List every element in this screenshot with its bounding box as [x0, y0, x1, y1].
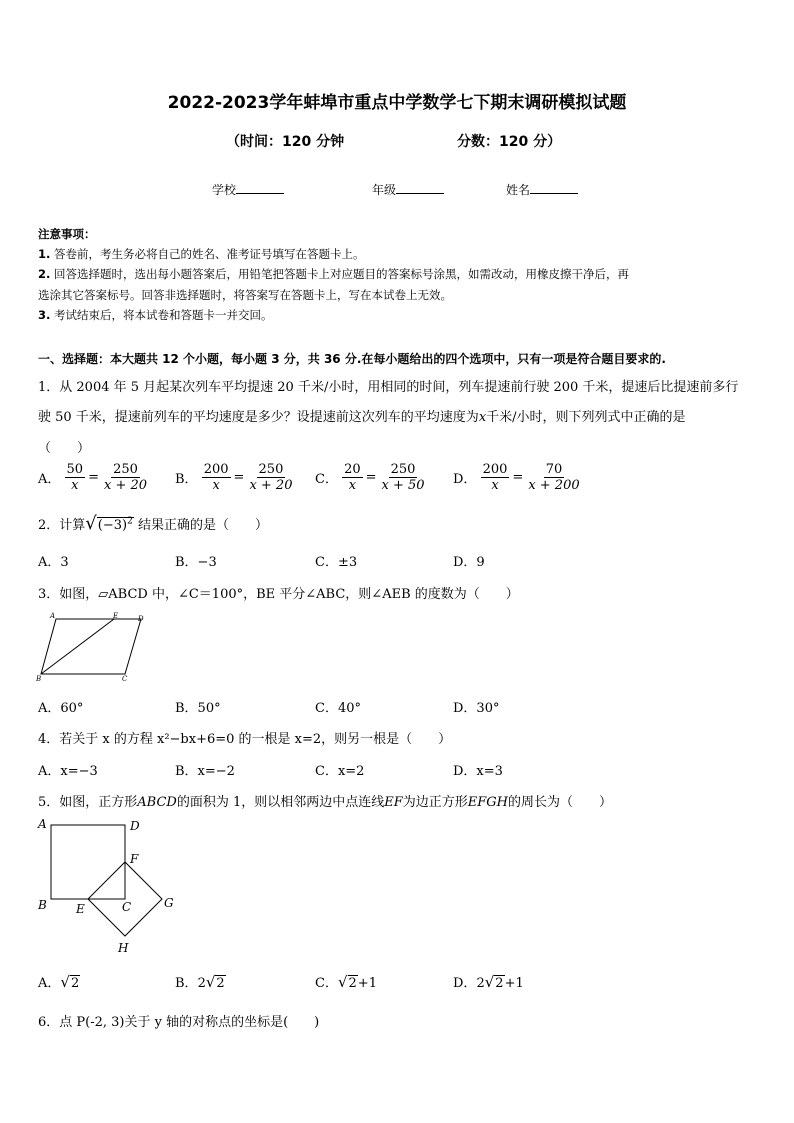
- q2-option-d[interactable]: D．9: [453, 555, 485, 570]
- school-blank[interactable]: [236, 181, 284, 194]
- q1-line2: [38, 406, 686, 425]
- q5-ef: EF: [384, 795, 403, 810]
- exam-time: （时间：120 分钟: [226, 134, 345, 150]
- q1-c-left: [342, 462, 363, 493]
- q1-c-left-den: x: [348, 478, 357, 493]
- q1-a-left: [65, 462, 86, 493]
- q1-option-d[interactable]: [453, 462, 582, 493]
- note-3-text: 考试结束后，将本试卷和答题卡一并交回。: [54, 308, 273, 322]
- name-label: 姓名: [506, 183, 531, 197]
- q5-label-g: G: [164, 896, 174, 910]
- page-title: 2022-2023学年蚌埠市重点中学数学七下期末调研模拟试题: [167, 93, 627, 113]
- q5-a-radical-sign: √: [60, 973, 70, 991]
- q5-stem-d: 的周长为（ ）: [508, 795, 613, 810]
- q5-square-abcd: [51, 825, 125, 899]
- q1-c-right-den: x + 50: [381, 478, 425, 493]
- q1-d-eq: =: [512, 470, 524, 485]
- q5-label-a: A: [38, 817, 47, 831]
- q1-line2a: 驶 50 千米，提速前列车的平均速度是多少？设提速前这次列车的平均速度为: [38, 410, 479, 425]
- q2-stem-a: 2．计算: [38, 518, 86, 533]
- q1-d-left-den: x: [491, 478, 499, 493]
- q5-d-radical-sign: √: [484, 973, 495, 991]
- grade-label: 年级: [372, 183, 397, 197]
- q5-d-radicand: 2: [495, 976, 504, 991]
- q3-option-c[interactable]: C．40°: [315, 701, 361, 716]
- q1-option-b[interactable]: [175, 462, 294, 493]
- note-2: [38, 266, 629, 282]
- q5-c-tail: +1: [357, 976, 377, 991]
- q5-stem-b: 的面积为 1，则以相邻两边中点连线: [176, 795, 385, 810]
- q1-a-right: [102, 462, 149, 493]
- q5-a-radicand: 2: [70, 976, 80, 991]
- q2-exponent: 2: [127, 516, 133, 527]
- q5-stem-c: 为边正方形: [402, 795, 468, 810]
- q1-option-d-label: D．: [453, 472, 477, 487]
- q3-parallelogram: [41, 619, 141, 674]
- q1-d-left: [481, 462, 510, 493]
- q3-segment-be: [41, 619, 114, 674]
- q5-b-radicand: 2: [216, 976, 225, 991]
- q1-var: x: [478, 410, 487, 425]
- note-3-num: 3.: [38, 308, 51, 322]
- q6-stem: 6．点 P(-2, 3)关于 y 轴的对称点的坐标是( ): [38, 1015, 320, 1030]
- q2-stem: [38, 513, 268, 534]
- section-heading: 一、选择题：本大题共 12 个小题，每小题 3 分，共 36 分.在每小题给出的四个选项中，只有一项是符合题目要求的.: [38, 352, 666, 366]
- q5-b-radical-sign: √: [205, 973, 216, 991]
- q3-option-b[interactable]: B．50°: [175, 701, 221, 716]
- q5-option-d[interactable]: [453, 972, 524, 991]
- exam-score: 分数：120 分）: [457, 134, 562, 150]
- note-1-num: 1.: [38, 247, 51, 261]
- name-field[interactable]: [506, 181, 578, 198]
- q2-radicand: [97, 517, 134, 533]
- school-field[interactable]: [212, 181, 284, 198]
- note-1-text: 答卷前，考生务必将自己的姓名、准考证号填写在答题卡上。: [54, 247, 365, 261]
- q1-c-eq: =: [365, 470, 377, 485]
- note-2-num: 2.: [38, 267, 51, 281]
- q1-option-a[interactable]: [38, 462, 149, 493]
- q4-option-b[interactable]: B．x=−2: [175, 764, 235, 779]
- q1-option-c-label: C．: [315, 472, 338, 487]
- q2-radical-sign: √: [85, 513, 97, 534]
- notes-heading: 注意事项：: [38, 227, 96, 241]
- q1-line3: （ ）: [38, 441, 91, 456]
- q5-d-tail: +1: [504, 976, 524, 991]
- q3-label-c: C: [122, 675, 128, 682]
- q1-a-left-den: x: [71, 478, 79, 493]
- q5-option-c[interactable]: [315, 972, 377, 991]
- q3-option-d[interactable]: D．30°: [453, 701, 500, 716]
- q1-b-left-den: x: [212, 478, 220, 493]
- q3-option-a[interactable]: A．60°: [38, 701, 84, 716]
- q3-label-e: E: [113, 612, 119, 620]
- note-2-cont: 选涂其它答案标号。回答非选择题时，将答案写在答题卡上，写在本试卷上无效。: [38, 288, 452, 302]
- q3-label-a: A: [50, 612, 56, 620]
- grade-field[interactable]: [372, 181, 444, 198]
- q1-c-right: [380, 462, 427, 493]
- grade-blank[interactable]: [396, 181, 444, 194]
- q3-label-b: B: [36, 675, 42, 682]
- q3-parallelogram-figure: [36, 610, 156, 682]
- q2-option-a[interactable]: A．3: [38, 555, 69, 570]
- q4-option-a[interactable]: A．x=−3: [38, 764, 98, 779]
- q1-option-b-label: B．: [175, 472, 198, 487]
- q5-label-d: D: [130, 819, 140, 833]
- q5-label-b: B: [38, 898, 47, 912]
- q1-b-right-num: 250: [258, 462, 284, 477]
- q1-a-eq: =: [88, 470, 99, 485]
- q5-efgh: EFGH: [467, 795, 509, 810]
- q1-option-a-label: A．: [38, 472, 61, 487]
- q5-squares-figure: [34, 815, 184, 960]
- q5-b-coef: 2: [197, 976, 206, 991]
- q5-d-coef: 2: [476, 976, 485, 991]
- q4-option-c[interactable]: C．x=2: [315, 764, 365, 779]
- q1-b-left-num: 200: [203, 462, 229, 477]
- q2-option-b[interactable]: B．−3: [175, 555, 217, 570]
- q5-c-radicand: 2: [348, 976, 357, 991]
- q5-option-a[interactable]: [38, 972, 80, 991]
- q1-d-right-num: 70: [545, 462, 563, 477]
- q4-option-d[interactable]: D．x=3: [453, 764, 503, 779]
- q5-option-a-label: A．: [38, 976, 61, 991]
- q1-c-right-num: 250: [390, 462, 416, 477]
- q1-line1: 1．从 2004 年 5 月起某次列车平均提速 20 千米/小时，用相同的时间，列车提速前行驶 200 千米，提速后比提速前多行: [38, 380, 739, 395]
- q5-label-e: E: [76, 902, 85, 916]
- note-1: [38, 246, 365, 262]
- q1-b-left: [202, 462, 231, 493]
- q5-option-c-label: C．: [315, 976, 338, 991]
- q1-a-left-num: 50: [66, 462, 84, 477]
- q1-b-right: [247, 462, 294, 493]
- q1-line2b: 千米/小时，则下列列式中正确的是: [486, 410, 686, 425]
- q1-option-c[interactable]: [315, 462, 427, 493]
- q1-c-left-num: 20: [344, 462, 361, 477]
- q5-label-f: F: [130, 852, 139, 866]
- q1-d-left-num: 200: [482, 462, 508, 477]
- q5-stem: [38, 791, 612, 810]
- q1-b-eq: =: [233, 470, 245, 485]
- q4-stem: 4．若关于 x 的方程 x²−bx+6=0 的一根是 x=2，则另一根是（ ）: [38, 732, 452, 747]
- q3-label-d: D: [138, 615, 144, 623]
- q1-d-right: [526, 462, 581, 493]
- q1-d-right-den: x + 200: [528, 478, 580, 493]
- q5-option-b-label: B．: [175, 976, 198, 991]
- q5-option-d-label: D．: [453, 976, 477, 991]
- q2-radicand-text: (−3): [97, 518, 128, 533]
- q1-a-right-num: 250: [113, 462, 138, 477]
- q1-b-right-den: x + 20: [249, 478, 293, 493]
- name-blank[interactable]: [530, 181, 578, 194]
- school-label: 学校: [212, 183, 237, 197]
- q2-stem-b: 结果正确的是（ ）: [137, 518, 268, 533]
- q5-option-b[interactable]: [175, 972, 226, 991]
- q1-a-right-den: x + 20: [103, 478, 148, 493]
- q3-stem: 3．如图，▱ABCD 中，∠C＝100°，BE 平分∠ABC，则∠AEB 的度数为（ ）: [38, 587, 519, 602]
- note-3: [38, 307, 273, 323]
- q5-stem-a: 5．如图，正方形: [38, 795, 138, 810]
- q5-c-radical-sign: √: [337, 973, 348, 991]
- q5-abcd: ABCD: [137, 795, 177, 810]
- q5-label-c: C: [122, 900, 132, 914]
- q5-label-h: H: [118, 941, 129, 955]
- q2-option-c[interactable]: C．±3: [315, 555, 358, 570]
- note-2-text: 回答选择题时，选出每小题答案后，用铅笔把答题卡上对应题目的答案标号涂黑，如需改动，用橡皮擦干净后，再: [54, 267, 630, 281]
